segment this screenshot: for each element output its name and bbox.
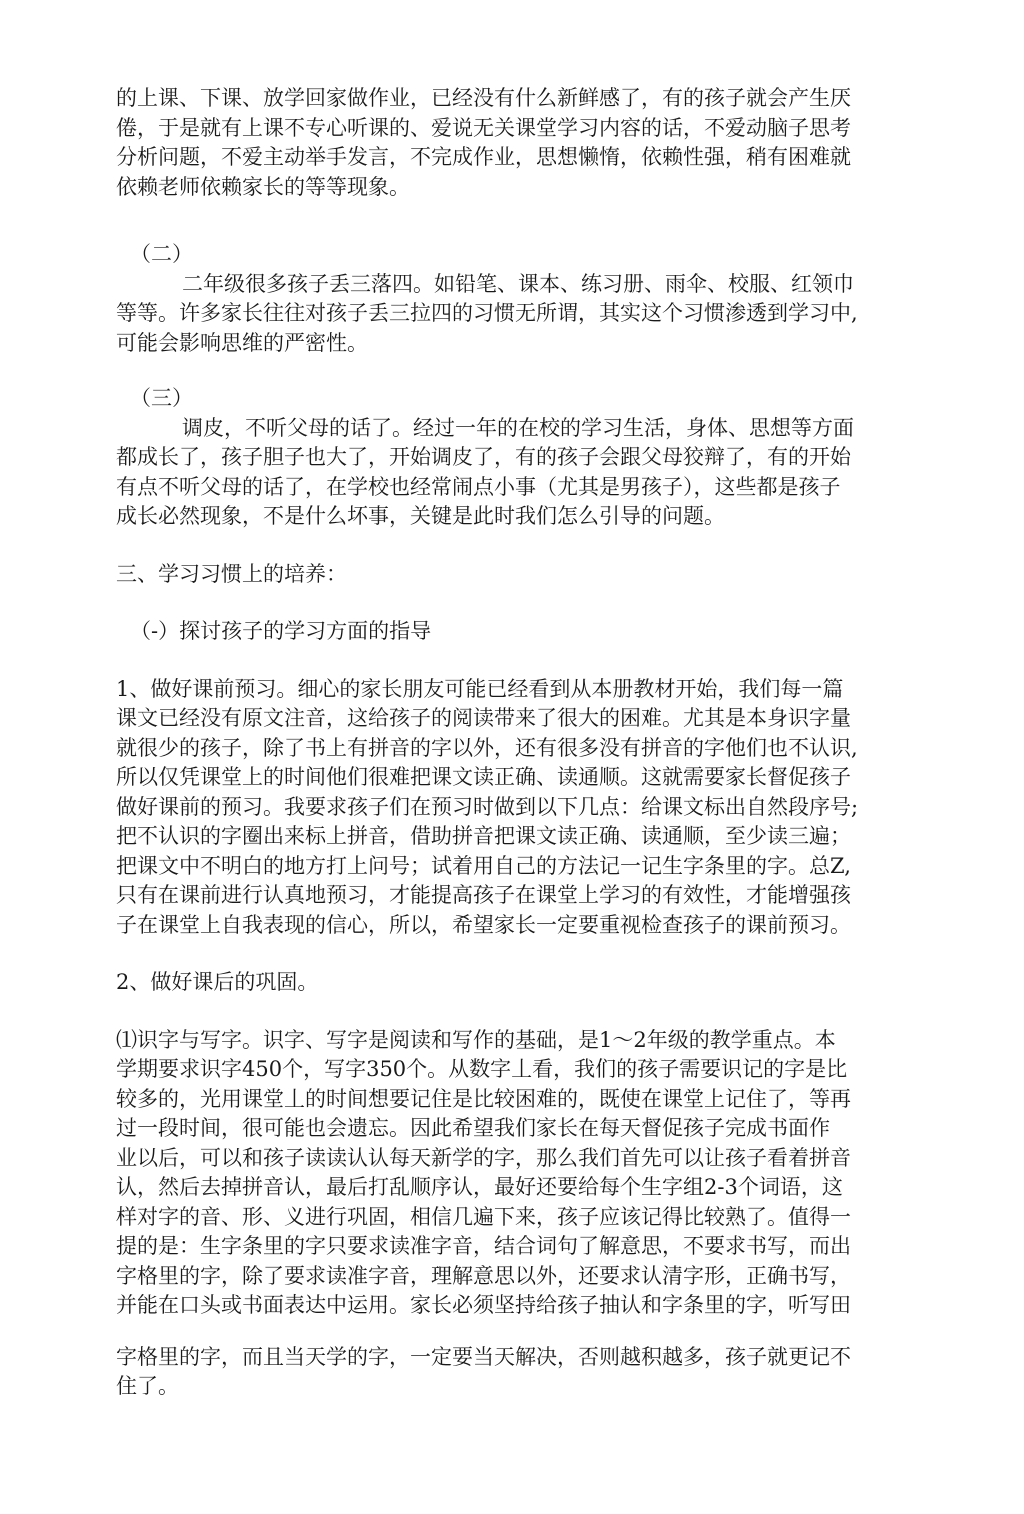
text-line: 认，然后去掉拼音认，最后打乱顺序认，最好还要给每个生字组2-3个词语，这	[116, 1175, 843, 1199]
section-two	[116, 240, 898, 358]
section-three	[116, 384, 898, 532]
text-line: 等等。许多家长往往对孩子丢三拉四的习惯无所谓，其实这个习惯渗透到学习中,	[116, 301, 858, 325]
text-line: 较多的，光用课堂丄的时间想要记住是比较困难的，既使在课堂上记住了，等再	[116, 1086, 851, 1111]
text-line: 子在课堂上自我表现的信心，所以，希望家长一定要重视检查孩子的课前预习。	[116, 912, 851, 937]
text-line: 样对字的音、形、义进行巩固，相信几遍下来，孩子应该记得比较熟了。值得一	[116, 1204, 851, 1229]
text-line: 就很少的孩子，除了书上有拼音的字以外，还有很多没有拼音的字他们也不认识,	[116, 735, 858, 760]
paragraph-review-heading	[116, 968, 898, 998]
text-line: 有点不听父母的话了，在学校也经常闹点小事（尤其是男孩子），这些都是孩子	[116, 474, 841, 499]
paragraph-literacy	[116, 1026, 898, 1321]
text-line: 把不认识的字圈出来标上拼音，借助拼音把课文读正确、读通顺，至少读三遍；	[116, 824, 851, 848]
text-line: 可能会影响思维的严密性。	[116, 330, 368, 355]
text-line: 并能在口头或书面表达中运用。家长必须坚持给孩子抽认和字条里的字，听写田	[116, 1293, 851, 1317]
heading-line: （-）探讨孩子的学习方面的指导	[130, 619, 432, 643]
text-line: 所以仅凭课堂上的时间他们很难把课文读正确、读通顺。这就需要家长督促孩子	[116, 765, 851, 789]
text-line: 的上课、下课、放学回家做作业，已经没有什么新鲜感了，有的孩子就会产生厌	[116, 86, 851, 110]
heading-line: 2、做好课后的巩固。	[116, 970, 319, 994]
text-line: 课文已经没有原文注音，这给孩子的阅读带来了很大的困难。尤其是本身识字量	[116, 706, 851, 730]
paragraph-preview	[116, 675, 898, 941]
text-line: 提的是：生字条里的字只要求读准字音，结合词句了解意思，不要求书写，而出	[116, 1234, 851, 1258]
document-page	[116, 84, 898, 1402]
section-heading: （二）	[130, 242, 193, 266]
text-line: 二年级很多孩子丢三落四。如铅笔、课本、练习册、雨伞、校服、红领巾	[182, 271, 854, 296]
paragraph-continuation	[116, 1343, 898, 1402]
text-line: 只有在课前进行认真地预习，才能提高孩子在课堂上学习的有效性，才能增强孩	[116, 883, 851, 907]
section-heading: （三）	[130, 386, 193, 410]
text-line: 1、做好课前预习。细心的家长朋友可能已经看到从本册教材开始，我们每一篇	[116, 676, 844, 701]
text-line: 过一段时间，很可能也会遗忘。因此希望我们家长在每天督促孩子完成书面作	[116, 1116, 830, 1140]
paragraph-intro	[116, 84, 898, 202]
text-line: 做好课前的预习。我要求孩子们在预习时做到以下几点：给课文标出自然段序号;	[116, 794, 859, 819]
text-line: 倦，于是就有上课不专心听课的、爱说无关课堂学习内容的话，不爱动脑子思考	[116, 115, 851, 140]
text-line: 依赖老师依赖家长的等等现象。	[116, 174, 410, 199]
text-line: 字格里的字，除了要求读准字音，理解意思以外，还要求认清字形，正确书写，	[116, 1263, 851, 1288]
text-line: 调皮，不听父母的话了。经过一年的在校的学习生活，身体、思想等方面	[182, 415, 854, 440]
text-line: ⑴识字与写字。识字、写字是阅读和写作的基础，是1〜2年级的教学重点。本	[116, 1027, 836, 1052]
heading-line: 三、学习习惯上的培养：	[116, 561, 347, 586]
text-line: 把课文中不明白的地方打上问号；试着用自己的方法记一记生字条里的字。总Z,	[116, 853, 851, 878]
text-line: 都成长了，孩子胆子也大了，开始调皮了，有的孩子会跟父母狡辩了，有的开始	[116, 445, 851, 469]
text-line: 住了。	[116, 1374, 179, 1398]
chapter-heading	[116, 560, 898, 590]
text-line: 分析问题，不爱主动举手发言，不完成作业，思想懒惰，依赖性强，稍有困难就	[116, 145, 851, 169]
text-line: 业以后，可以和孩子读读认认每天新学的字，那么我们首先可以让孩子看着拼音	[116, 1145, 851, 1170]
subsection-heading	[116, 617, 898, 647]
text-line: 字格里的字，而且当天学的字，一定要当天解决，否则越积越多，孩子就更记不	[116, 1344, 851, 1369]
text-line: 成长必然现象，不是什么坏事，关键是此时我们怎么引导的问题。	[116, 504, 725, 528]
text-line: 学期要求识字450个，写字350个。从数字丄看，我们的孩子需要识记的字是比	[116, 1057, 848, 1081]
